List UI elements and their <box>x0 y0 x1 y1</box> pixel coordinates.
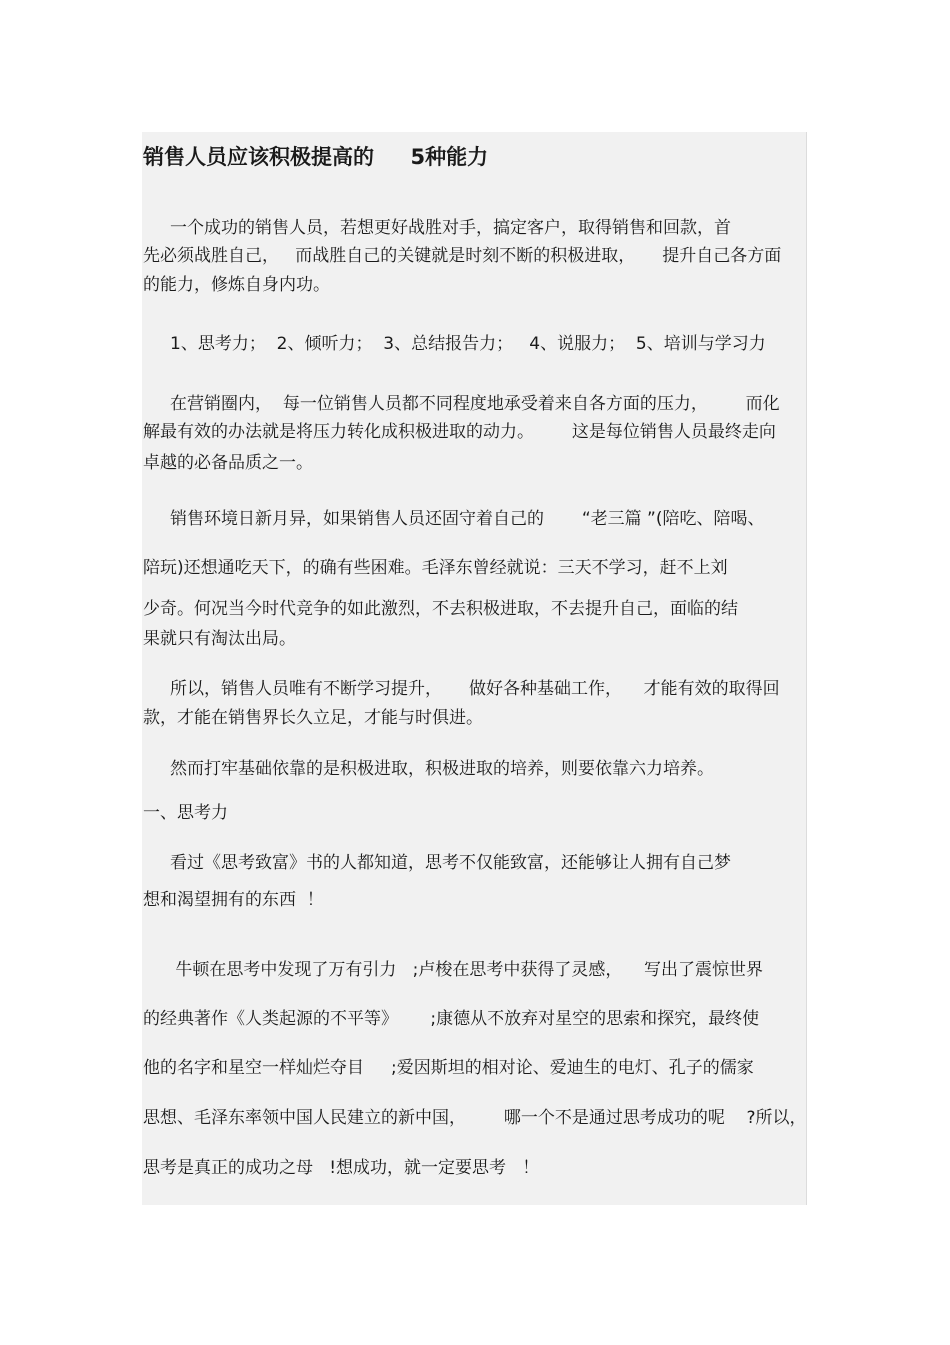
paragraph-line-19: 的经典著作《人类起源的不平等》 ;康德从不放弃对星空的思索和探究，最终使 <box>143 1009 760 1029</box>
paragraph-line-2: 先必须战胜自己， 而战胜自己的关键就是时刻不断的积极进取， 提升自己各方面 <box>143 246 782 266</box>
section-heading-thinking: 一、思考力 <box>143 803 228 823</box>
paragraph-line-18: 牛顿在思考中发现了万有引力 ;卢梭在思考中获得了灵感， 写出了震惊世界 <box>143 960 763 980</box>
paragraph-line-13: 款，才能在销售界长久立足，才能与时俱进。 <box>143 708 483 728</box>
ability-list: 1、思考力； 2、倾听力； 3、总结报告力； 4、说服力； 5、培训与学习力 <box>143 334 766 354</box>
paragraph-line-21: 思想、毛泽东率领中国人民建立的新中国， 哪一个不是通过思考成功的呢 ?所以， <box>143 1108 807 1128</box>
paragraph-line-17: 想和渴望拥有的东西 ！ <box>143 890 324 910</box>
paragraph-line-8: 销售环境日新月异，如果销售人员还固守着自己的 “老三篇 ”(陪吃、陪喝、 <box>143 509 765 529</box>
paragraph-line-20: 他的名字和星空一样灿烂夺目 ;爱因斯坦的相对论、爱迪生的电灯、孔子的儒家 <box>143 1058 754 1078</box>
paragraph-line-5: 在营销圈内， 每一位销售人员都不同程度地承受着来自各方面的压力， 而化 <box>143 394 780 414</box>
paragraph-line-10: 少奇。何况当今时代竞争的如此激烈，不去积极进取，不去提升自己，面临的结 <box>143 599 738 619</box>
paragraph-line-22: 思考是真正的成功之母 !想成功，就一定要思考 ！ <box>143 1158 540 1178</box>
paragraph-line-1: 一个成功的销售人员，若想更好战胜对手，搞定客户，取得销售和回款，首 <box>143 218 732 238</box>
paragraph-line-16: 看过《思考致富》书的人都知道，思考不仅能致富，还能够让人拥有自己梦 <box>143 853 732 873</box>
paragraph-line-7: 卓越的必备品质之一。 <box>143 453 313 473</box>
paragraph-line-14: 然而打牢基础依靠的是积极进取，积极进取的培养，则要依靠六力培养。 <box>143 759 715 779</box>
paragraph-line-11: 果就只有淘汰出局。 <box>143 629 296 649</box>
paragraph-line-3: 的能力，修炼自身内功。 <box>143 275 330 295</box>
paragraph-line-6: 解最有效的办法就是将压力转化成积极进取的动力。 这是每位销售人员最终走向 <box>143 422 776 442</box>
paragraph-line-12: 所以，销售人员唯有不断学习提升， 做好各种基础工作， 才能有效的取得回 <box>143 679 780 699</box>
paragraph-line-9: 陪玩)还想通吃天下，的确有些困难。毛泽东曾经就说：三天不学习，赶不上刘 <box>143 558 728 578</box>
document-title: 销售人员应该积极提高的 5种能力 <box>143 145 489 169</box>
